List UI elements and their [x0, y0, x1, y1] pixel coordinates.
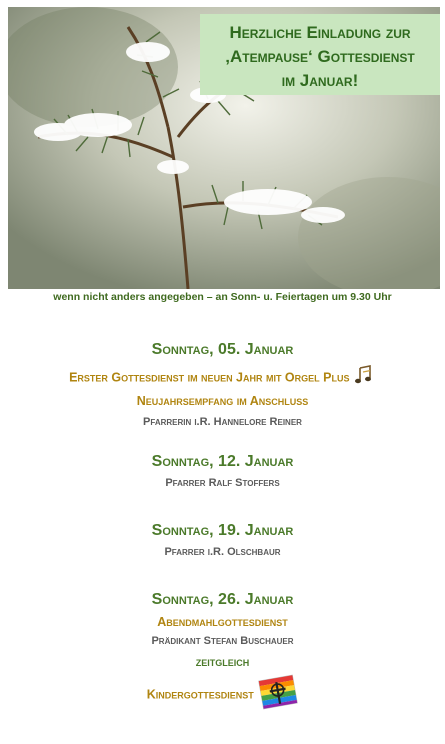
service-date: Sonntag, 05. Januar [151, 341, 294, 358]
service-date: Sonntag, 26. Januar [151, 591, 294, 608]
invitation-banner [200, 14, 440, 95]
banner-line-1: Herzliche Einladung zur [229, 23, 411, 42]
service-person: Pfarrer i.R. Olschbaur [164, 546, 281, 558]
service-extra: Neujahrsempfang im Anschluss [136, 394, 309, 408]
service-title-row [69, 364, 376, 391]
service-date: Sonntag, 12. Januar [151, 453, 294, 470]
service-person: Prädikant Stefan Buschauer [151, 635, 294, 647]
service-title: Abendmahlgottesdienst [157, 615, 288, 629]
kids-service-row [147, 674, 299, 715]
service-jan-12 [0, 452, 445, 492]
banner-line-3: im Januar! [281, 71, 359, 90]
service-person: Pfarrerin i.R. Hannelore Reiner [143, 416, 302, 428]
service-title: Erster Gottesdienst im neuen Jahr mit Orgel Plus [69, 370, 350, 385]
service-jan-26 [0, 590, 445, 715]
service-date: Sonntag, 19. Januar [151, 522, 294, 539]
service-jan-05 [0, 340, 445, 431]
service-time-note: wenn nicht anders angegeben – an Sonn- u. Feiertagen um 9.30 Uhr [53, 291, 392, 303]
simultaneous-label: zeitgleich [195, 655, 250, 669]
kindergottesdienst-logo-icon [258, 674, 298, 715]
banner-line-2: ‚Atempause‘ Gottesdienst [225, 47, 415, 66]
service-jan-19 [0, 521, 445, 561]
kids-service-label: Kindergottesdienst [146, 687, 254, 702]
service-person: Pfarrer Ralf Stoffers [165, 477, 280, 489]
music-notes-icon [354, 364, 376, 391]
